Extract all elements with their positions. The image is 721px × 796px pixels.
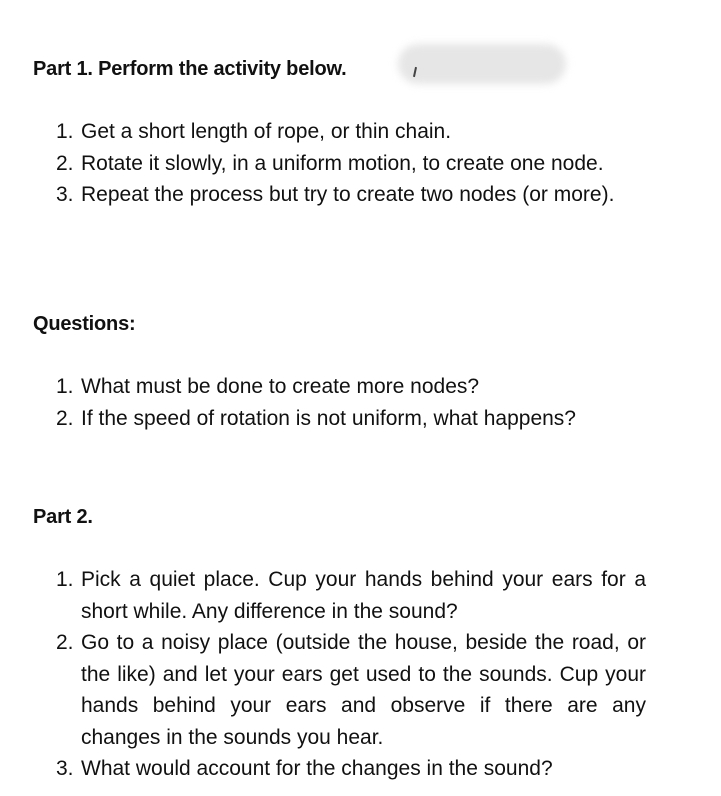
part2-heading: Part 2. <box>33 506 93 528</box>
item-number: 1. <box>56 375 74 398</box>
item-text: Repeat the process but try to create two nodes (or more). <box>81 183 615 206</box>
item-text: If the speed of rotation is not uniform, what happens? <box>81 406 576 430</box>
item-number: 2. <box>56 631 74 654</box>
item-text: Go to a noisy place (outside the house, beside the road, or the like) and let your ears get used to the sounds. Cup your hands behind your ears and observe if there are any changes in the sounds you hear. <box>81 631 646 749</box>
part1-heading: Part 1. Perform the activity below. <box>33 58 347 80</box>
item-number: 1. <box>56 568 74 591</box>
item-number: 1. <box>56 120 74 143</box>
item-number: 2. <box>56 406 74 430</box>
item-text: Pick a quiet place. Cup your hands behind your ears for a short while. Any difference in the sound? <box>81 568 646 623</box>
redaction-smudge <box>398 44 566 84</box>
list-item <box>56 148 646 180</box>
item-number: 3. <box>56 757 74 780</box>
list-item <box>56 403 646 435</box>
list-item <box>56 627 646 753</box>
list-item <box>56 179 646 211</box>
item-text: What would account for the changes in the sound? <box>81 757 553 780</box>
part1-list <box>56 116 646 211</box>
list-item <box>56 753 646 785</box>
questions-list <box>56 371 646 434</box>
item-text: Get a short length of rope, or thin chain. <box>81 120 452 143</box>
item-number: 3. <box>56 183 74 206</box>
part2-list <box>56 564 646 785</box>
item-text: Rotate it slowly, in a uniform motion, to create one node. <box>81 151 604 175</box>
list-item <box>56 564 646 627</box>
list-item <box>56 116 646 148</box>
questions-heading: Questions: <box>33 313 136 335</box>
item-number: 2. <box>56 151 74 175</box>
list-item <box>56 371 646 403</box>
item-text: What must be done to create more nodes? <box>81 375 480 398</box>
